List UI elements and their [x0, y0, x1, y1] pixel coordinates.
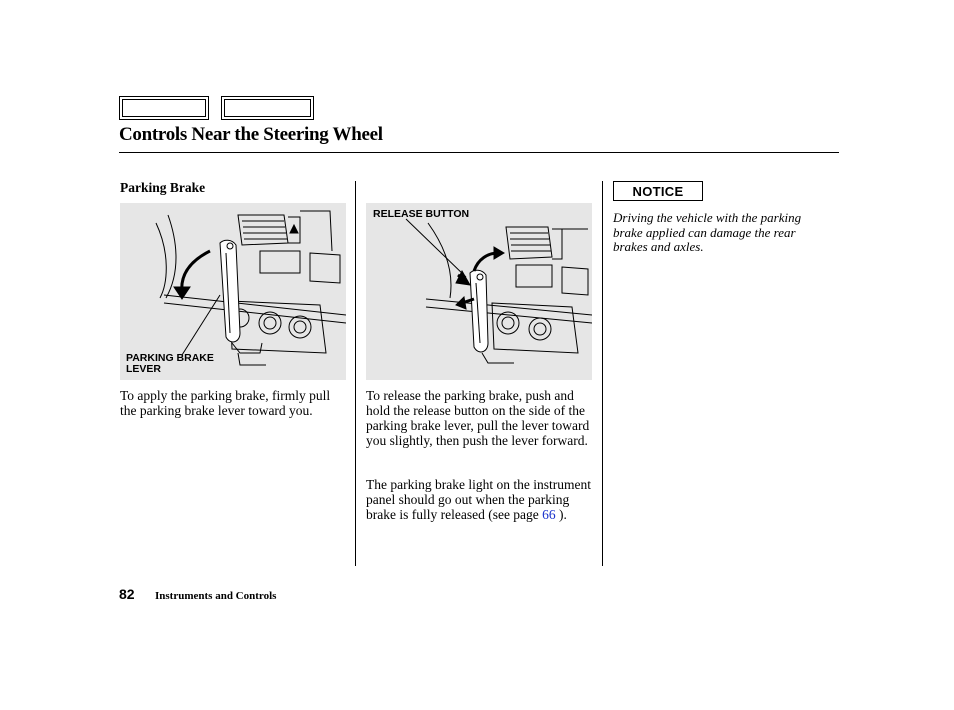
page-number: 82: [119, 586, 135, 602]
brake-light-text: The parking brake light on the instrument panel should go out when the parking brake is fully released (see page: [366, 477, 591, 522]
apply-brake-paragraph: To apply the parking brake, firmly pull the parking brake lever toward you.: [120, 388, 331, 418]
brake-light-text-end: ).: [559, 507, 567, 522]
notice-text: Driving the vehicle with the parking brake applied can damage the rear brakes and axles.: [613, 210, 802, 254]
column-divider: [355, 181, 356, 566]
brake-light-paragraph: [366, 477, 594, 522]
next-page-button[interactable]: [221, 96, 314, 120]
release-brake-paragraph: To release the parking brake, push and hold the release button on the side of the parking brake lever, pull the lever toward you slightly, then push the lever forward.: [366, 388, 590, 448]
release-button-label: RELEASE BUTTON: [373, 208, 470, 220]
page-66-link[interactable]: 66: [542, 507, 556, 522]
previous-page-button[interactable]: [119, 96, 209, 120]
title-rule: [119, 152, 839, 153]
release-button-illustration: [366, 203, 592, 380]
section-footer: Instruments and Controls: [155, 590, 277, 602]
page-title: Controls Near the Steering Wheel: [119, 124, 383, 145]
parking-brake-lever-illustration: [120, 203, 346, 380]
section-heading: Parking Brake: [120, 180, 206, 195]
parking-brake-lever-label: PARKING BRAKE LEVER: [126, 352, 214, 375]
notice-badge: NOTICE: [613, 181, 703, 201]
column-divider: [602, 181, 603, 566]
